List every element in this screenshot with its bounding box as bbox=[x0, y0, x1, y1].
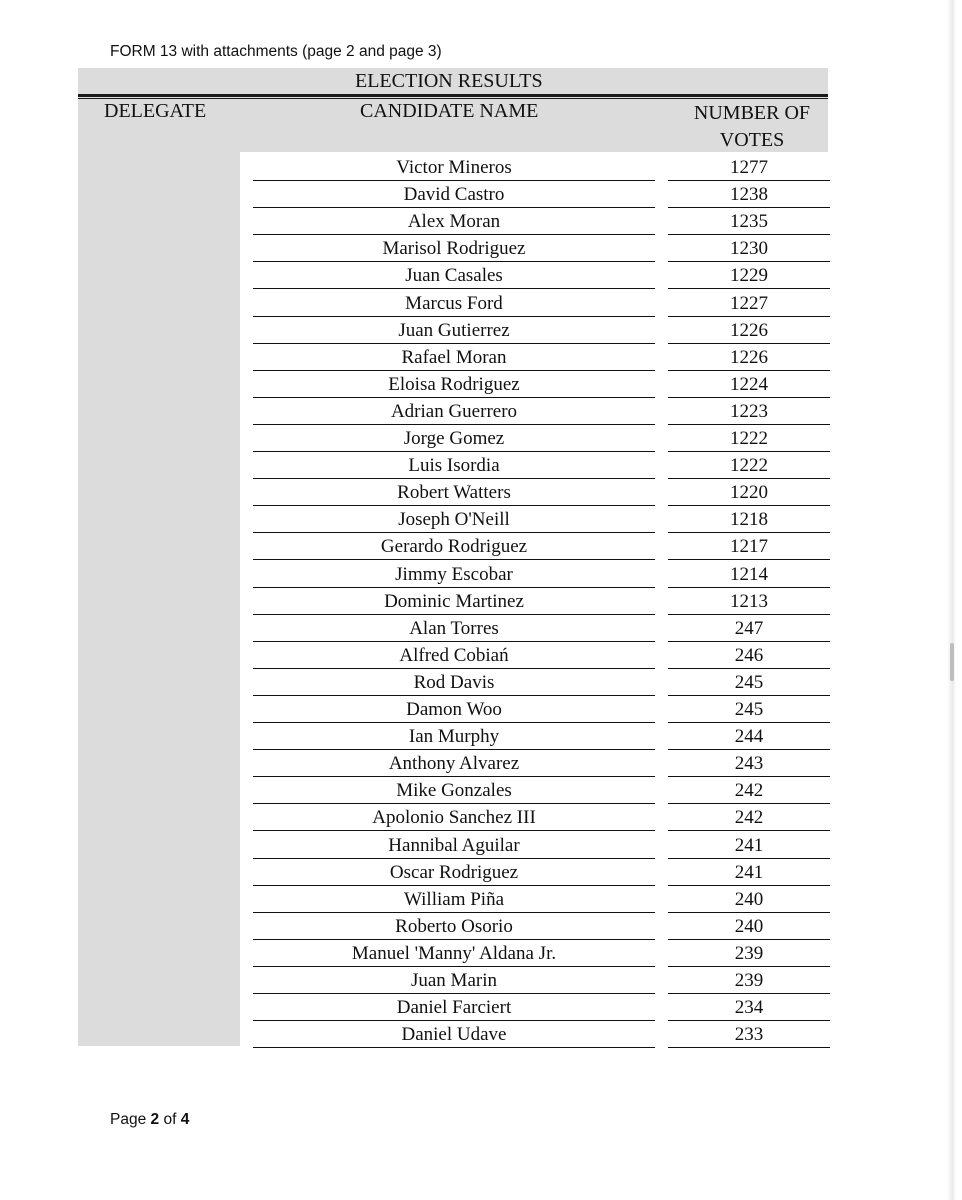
header-rule-thin bbox=[78, 98, 828, 99]
table-row bbox=[0, 994, 962, 1021]
vote-count-cell: 1220 bbox=[668, 479, 830, 506]
candidate-name-cell: Juan Marin bbox=[253, 967, 655, 994]
vote-count-cell: 242 bbox=[668, 777, 830, 804]
table-row bbox=[0, 940, 962, 967]
vote-count-cell: 1277 bbox=[668, 154, 830, 181]
delegate-column-header: DELEGATE bbox=[104, 100, 207, 122]
candidate-name-cell: Juan Gutierrez bbox=[253, 317, 655, 344]
vote-count-cell: 245 bbox=[668, 696, 830, 723]
vote-count-cell: 247 bbox=[668, 615, 830, 642]
table-row bbox=[0, 290, 962, 317]
candidate-name-cell: Joseph O'Neill bbox=[253, 506, 655, 533]
vote-count-cell: 242 bbox=[668, 804, 830, 831]
candidate-name-cell: Gerardo Rodriguez bbox=[253, 533, 655, 560]
header-rule bbox=[78, 94, 828, 97]
candidate-column-header: CANDIDATE NAME bbox=[360, 100, 539, 122]
table-title: ELECTION RESULTS bbox=[355, 70, 543, 92]
vote-count-cell: 1229 bbox=[668, 262, 830, 289]
candidate-name-cell: Roberto Osorio bbox=[253, 913, 655, 940]
table-row bbox=[0, 777, 962, 804]
vote-count-cell: 1214 bbox=[668, 561, 830, 588]
candidate-name-cell: Alfred Cobiań bbox=[253, 642, 655, 669]
table-row bbox=[0, 479, 962, 506]
candidate-name-cell: Apolonio Sanchez III bbox=[253, 804, 655, 831]
vote-count-cell: 1217 bbox=[668, 533, 830, 560]
page-number: 2 bbox=[150, 1111, 160, 1128]
vote-count-cell: 1235 bbox=[668, 208, 830, 235]
table-row bbox=[0, 317, 962, 344]
vote-count-cell: 243 bbox=[668, 750, 830, 777]
table-row bbox=[0, 669, 962, 696]
vote-count-cell: 1227 bbox=[668, 290, 830, 317]
table-row bbox=[0, 452, 962, 479]
candidate-name-cell: Adrian Guerrero bbox=[253, 398, 655, 425]
candidate-name-cell: William Piña bbox=[253, 886, 655, 913]
table-row bbox=[0, 425, 962, 452]
table-row bbox=[0, 967, 962, 994]
candidate-name-cell: Daniel Farciert bbox=[253, 994, 655, 1021]
vote-count-cell: 1224 bbox=[668, 371, 830, 398]
table-row bbox=[0, 235, 962, 262]
total-pages: 4 bbox=[180, 1111, 190, 1128]
table-row bbox=[0, 886, 962, 913]
table-row bbox=[0, 804, 962, 831]
candidate-name-cell: Oscar Rodriguez bbox=[253, 859, 655, 886]
table-row bbox=[0, 208, 962, 235]
candidate-name-cell: Luis Isordia bbox=[253, 452, 655, 479]
vote-count-cell: 1226 bbox=[668, 317, 830, 344]
candidate-name-cell: Rafael Moran bbox=[253, 344, 655, 371]
form-title: FORM 13 with attachments (page 2 and page 3) bbox=[110, 43, 442, 60]
table-row bbox=[0, 832, 962, 859]
vote-count-cell: 1238 bbox=[668, 181, 830, 208]
table-row bbox=[0, 533, 962, 560]
candidate-name-cell: Mike Gonzales bbox=[253, 777, 655, 804]
vote-count-cell: 245 bbox=[668, 669, 830, 696]
table-row bbox=[0, 588, 962, 615]
candidate-name-cell: Robert Watters bbox=[253, 479, 655, 506]
candidate-name-cell: Jorge Gomez bbox=[253, 425, 655, 452]
table-row bbox=[0, 371, 962, 398]
candidate-name-cell: Alan Torres bbox=[253, 615, 655, 642]
table-row bbox=[0, 262, 962, 289]
table-row bbox=[0, 913, 962, 940]
table-row bbox=[0, 723, 962, 750]
candidate-name-cell: Marisol Rodriguez bbox=[253, 235, 655, 262]
candidate-name-cell: Rod Davis bbox=[253, 669, 655, 696]
vote-count-cell: 240 bbox=[668, 886, 830, 913]
candidate-name-cell: Victor Mineros bbox=[253, 154, 655, 181]
table-row bbox=[0, 750, 962, 777]
candidate-name-cell: Jimmy Escobar bbox=[253, 561, 655, 588]
vote-count-cell: 233 bbox=[668, 1021, 830, 1048]
table-row bbox=[0, 398, 962, 425]
vote-count-cell: 1222 bbox=[668, 452, 830, 479]
vote-count-cell: 1218 bbox=[668, 506, 830, 533]
candidate-name-cell: Marcus Ford bbox=[253, 290, 655, 317]
candidate-name-cell: Damon Woo bbox=[253, 696, 655, 723]
candidate-name-cell: Anthony Alvarez bbox=[253, 750, 655, 777]
vote-count-cell: 1213 bbox=[668, 588, 830, 615]
vote-count-cell: 1230 bbox=[668, 235, 830, 262]
page-footer bbox=[110, 1111, 189, 1129]
vote-count-cell: 1222 bbox=[668, 425, 830, 452]
vote-count-cell: 234 bbox=[668, 994, 830, 1021]
table-row bbox=[0, 1021, 962, 1048]
vote-count-cell: 239 bbox=[668, 940, 830, 967]
table-row bbox=[0, 696, 962, 723]
table-row bbox=[0, 615, 962, 642]
vote-count-cell: 1223 bbox=[668, 398, 830, 425]
vote-count-cell: 1226 bbox=[668, 344, 830, 371]
candidate-name-cell: Manuel 'Manny' Aldana Jr. bbox=[253, 940, 655, 967]
table-row bbox=[0, 561, 962, 588]
vote-count-cell: 246 bbox=[668, 642, 830, 669]
candidate-name-cell: Dominic Martinez bbox=[253, 588, 655, 615]
vote-count-cell: 244 bbox=[668, 723, 830, 750]
of-word: of bbox=[163, 1111, 177, 1128]
votes-column-header: NUMBER OF VOTES bbox=[693, 102, 811, 151]
table-row bbox=[0, 344, 962, 371]
vote-count-cell: 241 bbox=[668, 859, 830, 886]
candidate-name-cell: Alex Moran bbox=[253, 208, 655, 235]
candidate-name-cell: Juan Casales bbox=[253, 262, 655, 289]
page-word: Page bbox=[110, 1111, 147, 1128]
candidate-name-cell: Eloisa Rodriguez bbox=[253, 371, 655, 398]
table-row bbox=[0, 181, 962, 208]
candidate-name-cell: Ian Murphy bbox=[253, 723, 655, 750]
vote-count-cell: 239 bbox=[668, 967, 830, 994]
table-row bbox=[0, 154, 962, 181]
table-row bbox=[0, 642, 962, 669]
vote-count-cell: 241 bbox=[668, 832, 830, 859]
table-row bbox=[0, 506, 962, 533]
candidate-name-cell: David Castro bbox=[253, 181, 655, 208]
candidate-name-cell: Hannibal Aguilar bbox=[253, 832, 655, 859]
table-row bbox=[0, 859, 962, 886]
candidate-name-cell: Daniel Udave bbox=[253, 1021, 655, 1048]
vote-count-cell: 240 bbox=[668, 913, 830, 940]
